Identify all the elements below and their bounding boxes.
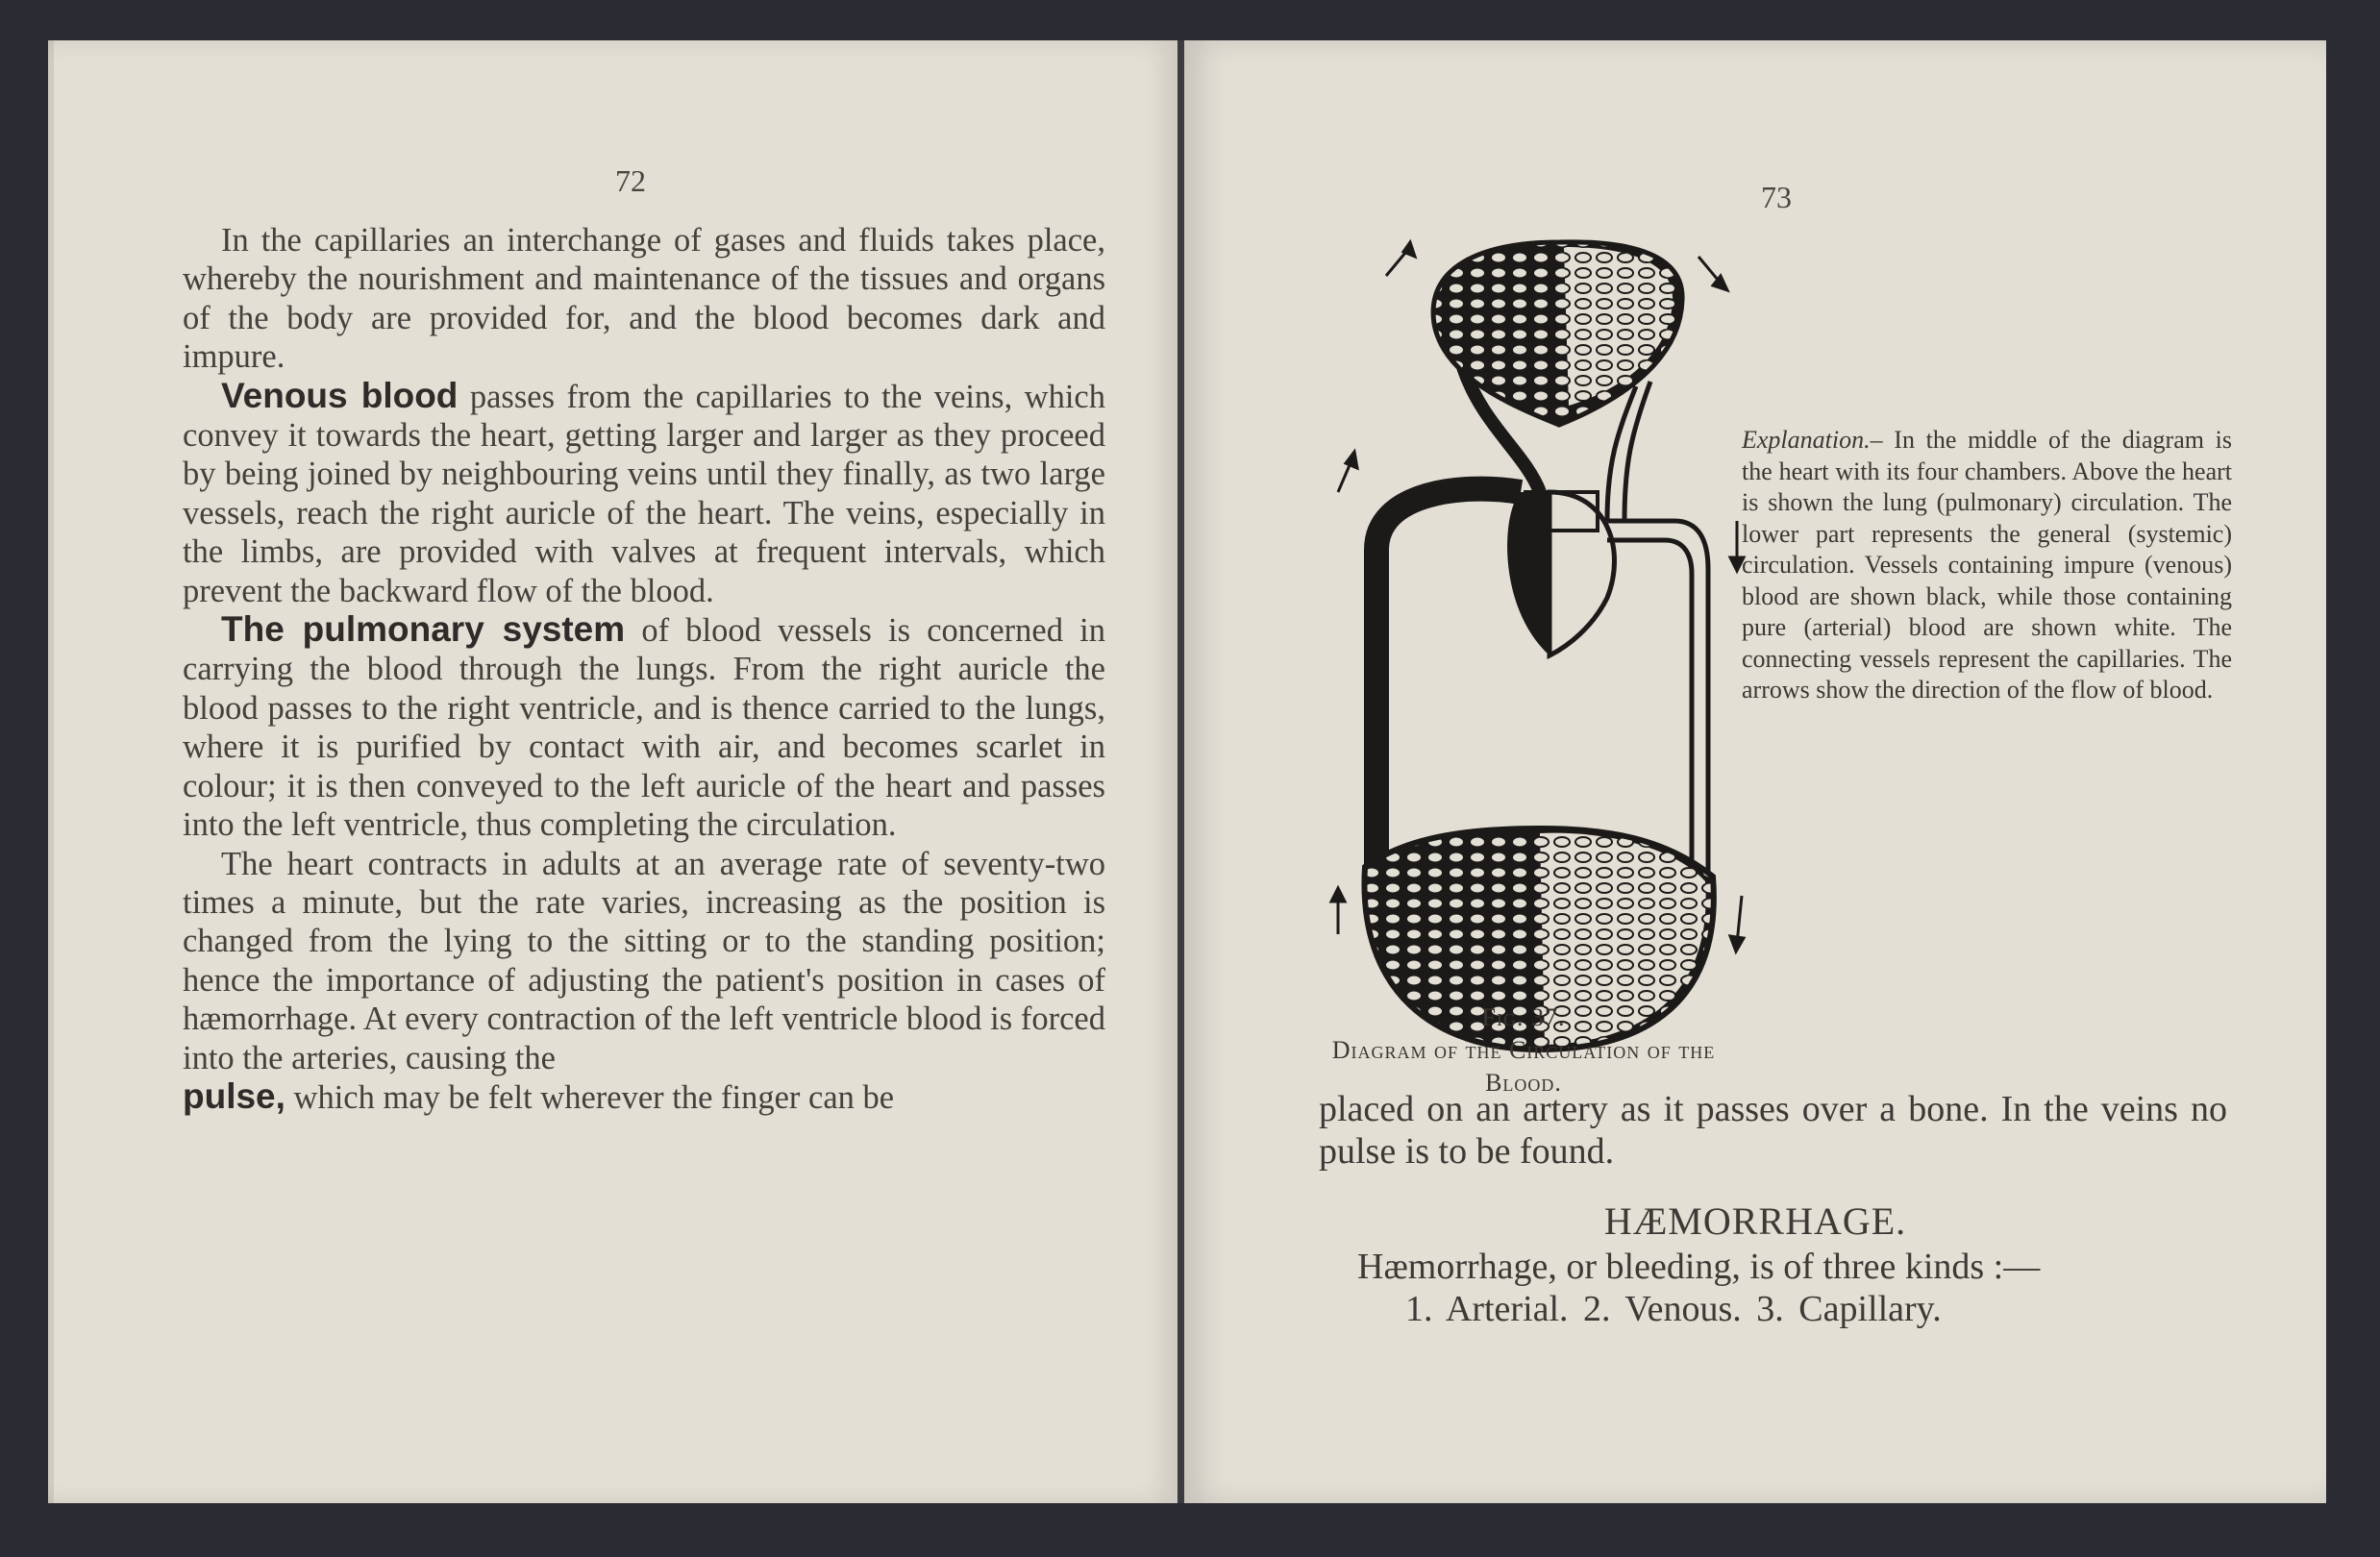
explanation-heading: Explanation.: [1742, 426, 1871, 454]
figure-number: Fig. 37.: [1481, 1003, 1566, 1031]
paragraph-venous-blood: [183, 377, 1105, 610]
page-number: 72: [615, 163, 646, 198]
figure-title: Diagram of the Circulation of the Blood.: [1331, 1036, 1716, 1097]
term-venous-blood: Venous blood: [221, 375, 459, 415]
left-body-text: [183, 221, 1105, 1117]
paragraph-continuation: placed on an artery as it passes over a bone. In the veins no pulse is to be found.: [1319, 1089, 2227, 1172]
right-page: [1184, 40, 2326, 1503]
paragraph-text: of blood vessels is concerned in carrying the blood through the lungs. From the right auricle the blood passes to the right ventricle, and is thence carried to the lungs, where it is purified by contact with air, and becomes scarlet in colour; it is then conveyed to the left auricle of the heart and passes into the left ventricle, thus completing the circulation.: [183, 612, 1105, 844]
continuation-text: [1319, 1088, 2227, 1173]
paragraph-text: The heart contracts in adults at an average rate of seventy-two times a minute, but the rate varies, increasing as the position is changed from the lying to the sitting or to the standing position; hence the importance of adjusting the patient's position in cases of hæmorrhage. At every contraction of the left ventricle blood is forced into the arteries, causing the: [183, 845, 1105, 1076]
paragraph-text: In the capillaries an interchange of gases and fluids takes place, whereby the nourishment and maintenance of the tissues and organs of the body are provided for, and the blood becomes dark and impure.: [183, 222, 1105, 376]
page-number: 73: [1761, 180, 1792, 214]
paragraph-heart-rate: [183, 845, 1105, 1077]
book-gutter: [1178, 40, 1184, 1503]
circulation-diagram: [1319, 204, 1799, 1069]
explanation-text: – In the middle of the diagram is the heart with its four chambers. Above the heart is shown the lung (pulmonary) circulation. The lower part represents the general (systemic) circulation. Vessels containing impure (venous) blood are shown black, while those containing pure (arterial) blood are shown white. The connecting vessels represent the capillaries. The arrows show the direction of the flow of blood.: [1742, 426, 2232, 704]
figure-caption: [1322, 1001, 1725, 1100]
haemorrhage-kinds-list: 1. Arterial. 2. Venous. 3. Capillary.: [1405, 1289, 1942, 1329]
left-page: [48, 40, 1178, 1503]
paragraph-pulmonary-system: [183, 610, 1105, 844]
paragraph-pulse: [183, 1077, 1105, 1117]
paragraph-capillaries: [183, 221, 1105, 377]
paragraph-text: which may be felt wherever the finger can be: [285, 1078, 895, 1116]
section-heading-haemorrhage: HÆMORRHAGE.: [1603, 1199, 1907, 1243]
term-pulse: pulse,: [183, 1075, 285, 1116]
term-pulmonary-system: The pulmonary system: [221, 609, 626, 650]
heart: [1507, 492, 1614, 655]
figure-explanation: [1742, 425, 2232, 706]
haemorrhage-intro: Hæmorrhage, or bleeding, is of three kinds :—: [1357, 1247, 2041, 1287]
paragraph-text: passes from the capillaries to the veins, which convey it towards the heart, getting larger and larger as they proceed by being joined by neighbouring veins until they finally, as two large vessels, reach the right auricle of the heart. The veins, especially in the limbs, are provided with valves at frequent intervals, which prevent the backward flow of the blood.: [183, 378, 1105, 609]
